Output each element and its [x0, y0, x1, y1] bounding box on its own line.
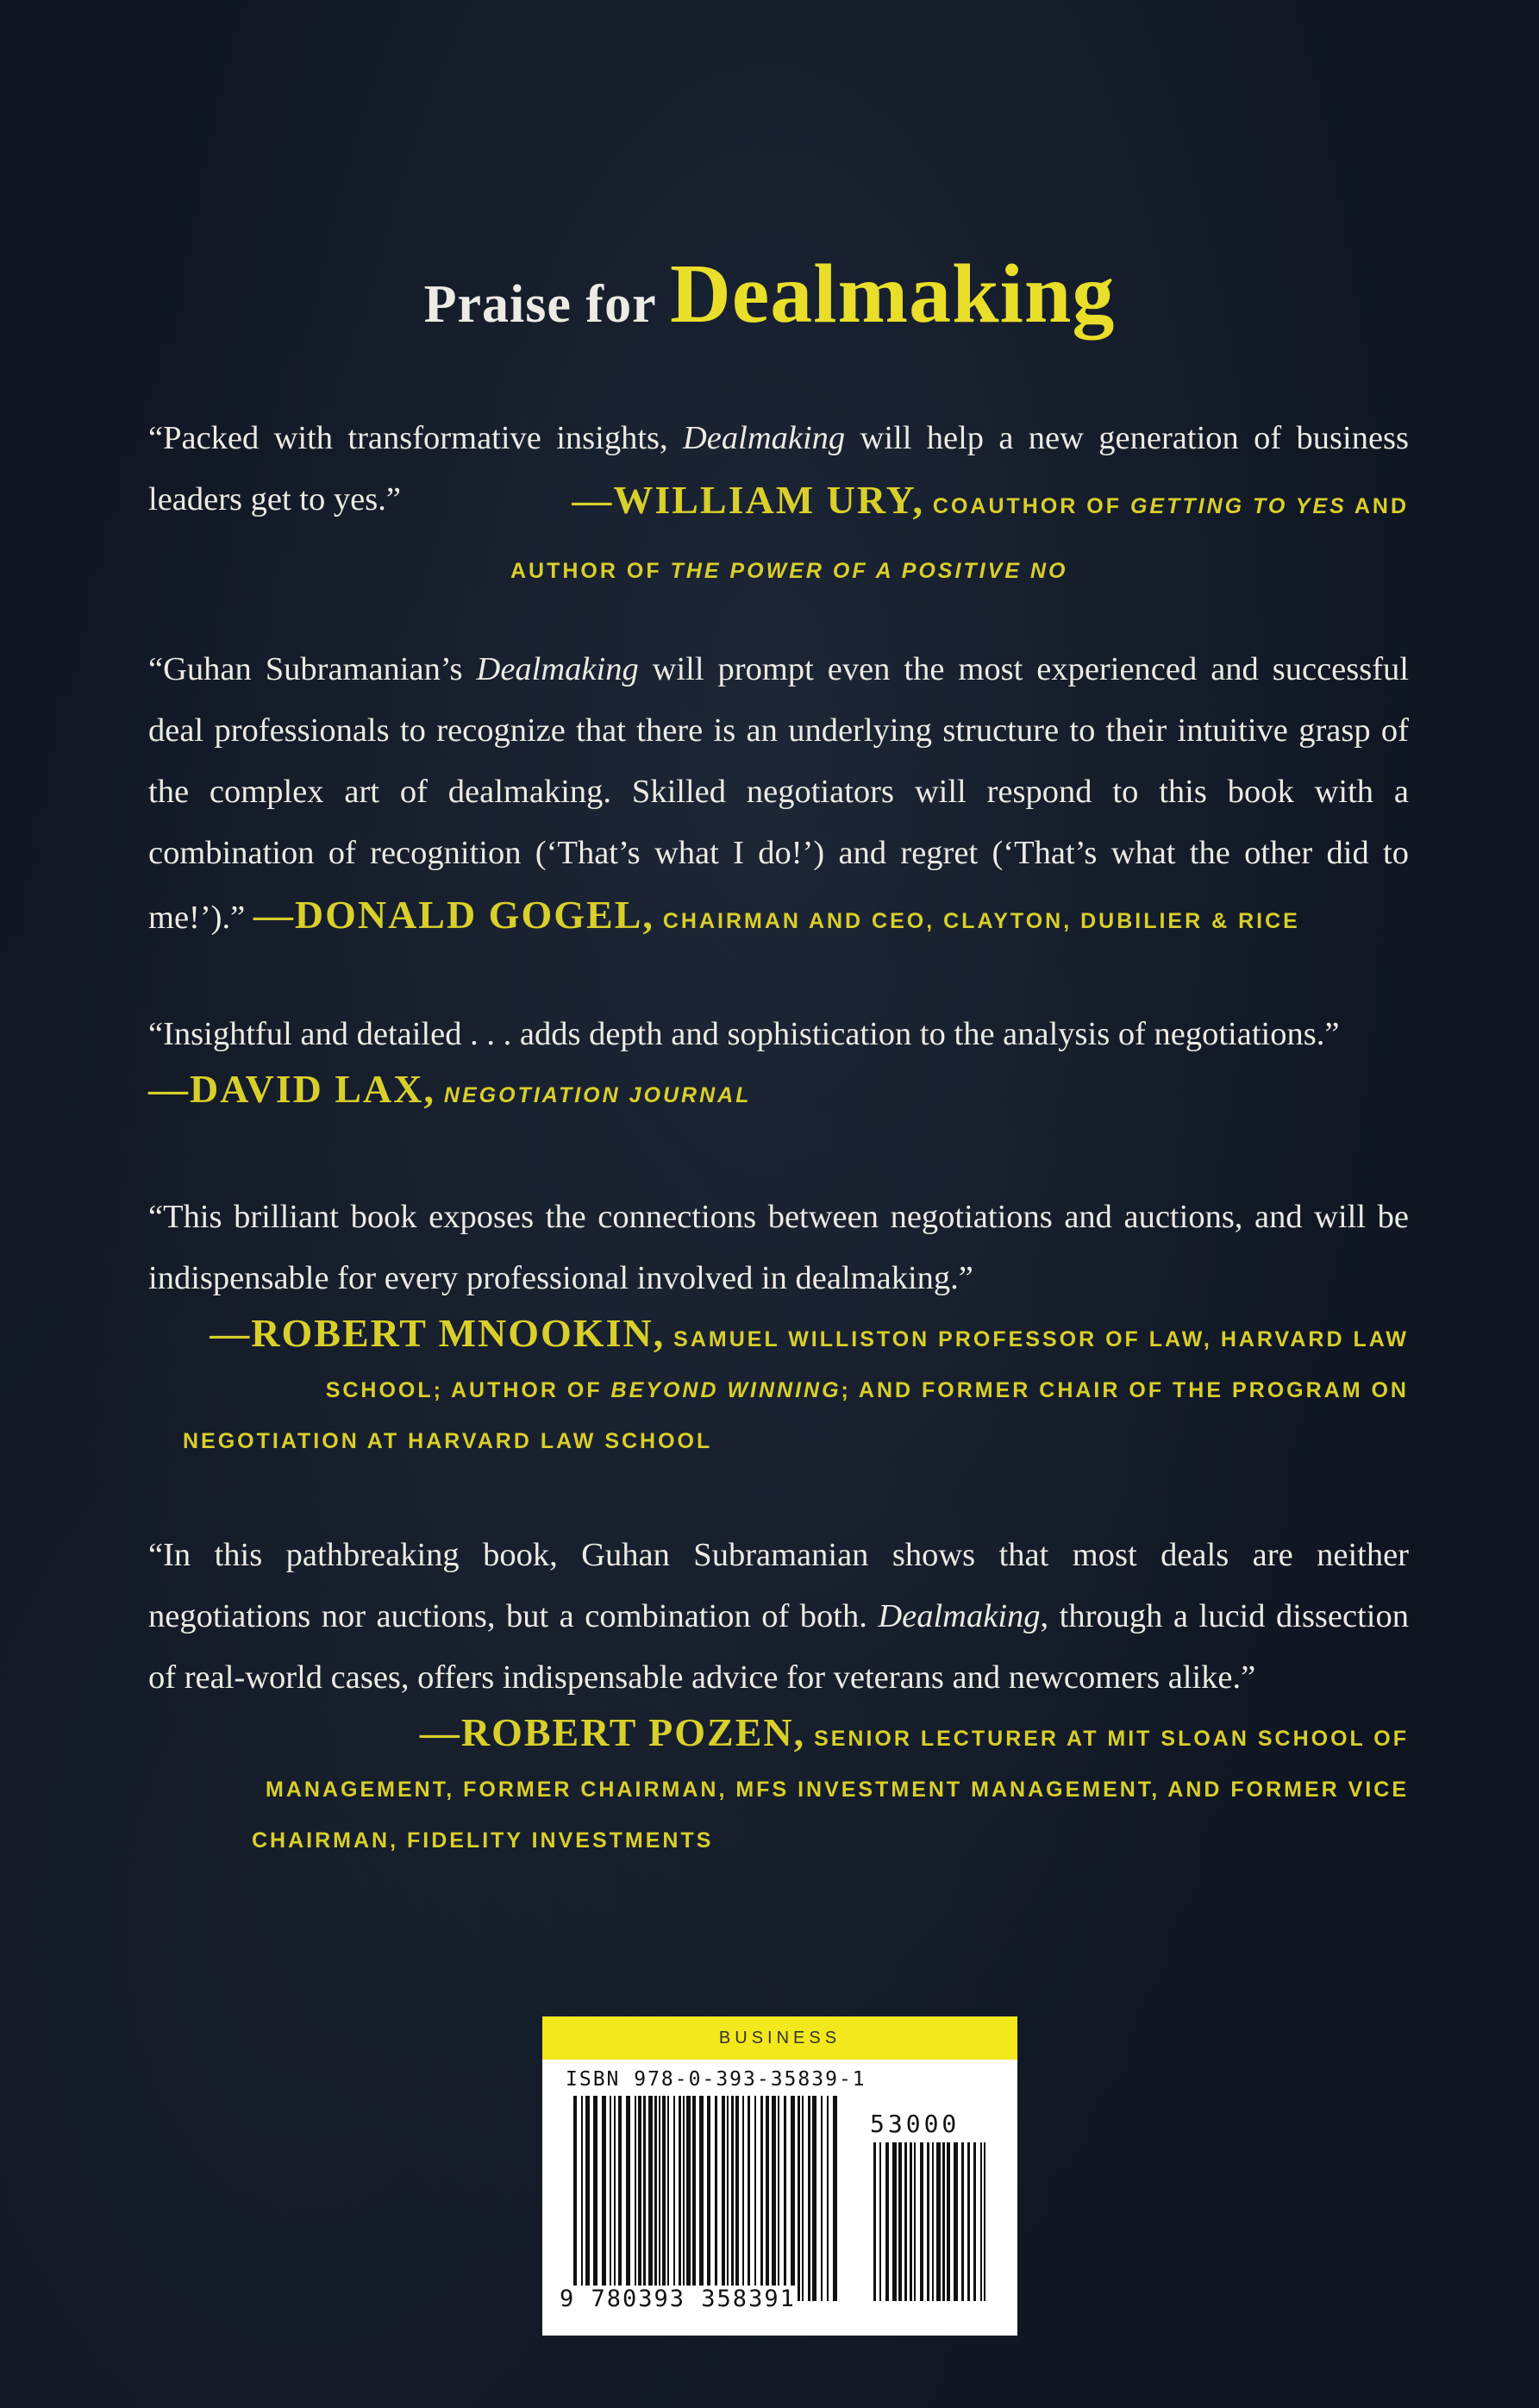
barcode-bar: [715, 2096, 717, 2301]
barcode-bar: [967, 2142, 970, 2301]
barcode-bar: [614, 2096, 616, 2301]
quote-attribution: [148, 1309, 1409, 1465]
barcode-bar: [778, 2096, 779, 2301]
barcode-bar: [904, 2142, 907, 2301]
barcode-bar: [662, 2096, 666, 2301]
barcode-bar: [643, 2096, 646, 2301]
barcode-label: [542, 2016, 1017, 2336]
barcode-bar: [618, 2096, 622, 2301]
barcode-bar: [727, 2096, 729, 2301]
barcode-bar: [602, 2096, 606, 2301]
quote-block: [148, 1525, 1409, 1865]
category-band: BUSINESS: [542, 2016, 1017, 2060]
quote-affiliation: COAUTHOR OF GETTING TO YES AND AUTHOR OF THE POWER OF A POSITIVE NO: [510, 494, 1409, 583]
barcode-bars-addon: [873, 2142, 985, 2301]
quote-text: “This brilliant book exposes the connections between negotiations and auctions, and will be indispensable for every professional involved in dealmaking.”: [148, 1199, 1409, 1296]
barcode-bar: [879, 2142, 881, 2301]
barcode-bar: [827, 2096, 829, 2301]
quote-text: “In this pathbreaking book, Guhan Subramanian shows that most deals are neither negotiations nor auctions, but a combination of both. Dealmaking, through a lucid dissection of real-world cases, offers indispensable advice for veterans and newcomers alike.”: [148, 1537, 1409, 1696]
barcode-bar: [973, 2142, 976, 2301]
quote-attribution: [148, 1065, 1409, 1119]
barcode-bar: [936, 2142, 941, 2301]
barcode-bar: [980, 2142, 982, 2301]
barcode-bar: [654, 2096, 657, 2301]
barcode-bar: [954, 2142, 958, 2301]
barcode-bar: [760, 2096, 763, 2301]
quote-affiliation: NEGOTIATION JOURNAL: [435, 1083, 752, 1107]
quote-text: “Packed with transformative insights, Dealmaking will help a new generation of business leaders get to yes.”: [148, 420, 1409, 517]
isbn-label: ISBN 978-0-393-35839-1: [566, 2068, 866, 2091]
barcode-bar: [784, 2096, 786, 2301]
barcode-bar: [731, 2096, 734, 2301]
quote-block: [148, 1004, 1409, 1119]
praise-heading: [0, 246, 1539, 342]
barcode-bar: [683, 2096, 685, 2301]
barcode-bar: [798, 2096, 800, 2301]
barcode-bar: [833, 2096, 837, 2301]
quote-author: —ROBERT POZEN,: [419, 1710, 806, 1754]
quote-block: [148, 408, 1409, 602]
quote-affiliation: SENIOR LECTURER AT MIT SLOAN SCHOOL OF MANAGEMENT, FORMER CHAIRMAN, MFS INVESTMENT MANAGEMENT, AND FORMER VICE CHAIRMAN, FIDELITY INVESTMENTS: [252, 1727, 1409, 1853]
barcode-bar: [638, 2096, 641, 2301]
barcode-bar: [947, 2142, 950, 2301]
barcode-bar: [812, 2096, 816, 2301]
barcode-bar: [626, 2096, 630, 2301]
barcode-bar: [722, 2096, 725, 2301]
barcode-bar: [885, 2142, 889, 2301]
quote-author: —DONALD GOGEL,: [253, 893, 654, 937]
barcode-bar: [892, 2142, 897, 2301]
barcode-bar: [610, 2096, 611, 2301]
barcode-bar: [802, 2096, 804, 2301]
barcode-bar: [927, 2142, 929, 2301]
barcode-bar: [910, 2142, 912, 2301]
barcode-bar: [573, 2096, 577, 2301]
quote-text: “Guhan Subramanian’s Dealmaking will prompt even the most experienced and successful deal professionals to recognize that there is an underlying structure to their intuitive grasp of the complex art of dealmaking. Skilled negotiators will respond to this book with a combination of recognition (‘That’s what I do!’) and regret (‘That’s what the other did to me!’).” —DONALD GOGEL, CHAIRMAN AND CEO, CLAYTON, DUBILIER & RICE: [148, 651, 1409, 937]
barcode-bar: [593, 2096, 597, 2301]
barcode-bar: [920, 2142, 923, 2301]
barcode-bar: [821, 2096, 823, 2301]
quote-author: —DAVID LAX,: [148, 1067, 435, 1111]
barcode-bar: [735, 2096, 739, 2301]
quote-block: [148, 1187, 1409, 1465]
barcode-bar: [648, 2096, 653, 2301]
barcode-bar: [659, 2096, 660, 2301]
barcode-bar: [808, 2096, 810, 2301]
barcode-bar: [961, 2142, 964, 2301]
barcode-bar: [873, 2142, 876, 2301]
price-code: 53000: [870, 2110, 960, 2138]
barcode-bar: [942, 2142, 945, 2301]
barcode-bar: [707, 2096, 710, 2301]
barcode-bar: [766, 2096, 769, 2301]
heading-book-title: Dealmaking: [669, 248, 1116, 341]
barcode-bar: [679, 2096, 681, 2301]
barcode-bar: [673, 2096, 675, 2301]
barcode-bar: [667, 2096, 669, 2301]
barcode-bar: [692, 2096, 696, 2301]
barcode-bar: [581, 2096, 583, 2301]
barcode-bar: [914, 2142, 916, 2301]
barcode-digits: 9 780393 358391: [560, 2286, 796, 2312]
quote-author: —ROBERT MNOOKIN,: [210, 1311, 666, 1355]
quote-affiliation: SAMUEL WILLISTON PROFESSOR OF LAW, HARVARD LAW SCHOOL; AUTHOR OF BEYOND WINNING; AND FORMER CHAIR OF THE PROGRAM ON NEGOTIATION AT HARVARD LAW SCHOOL: [183, 1327, 1409, 1453]
quote-block: [148, 639, 1409, 952]
barcode-bar: [754, 2096, 756, 2301]
barcode-bar: [984, 2142, 985, 2301]
barcode-bar: [791, 2096, 795, 2301]
quote-author: —WILLIAM URY,: [572, 478, 924, 522]
barcode-bar: [898, 2142, 902, 2301]
barcode-bar: [585, 2096, 590, 2301]
barcode-bar: [748, 2096, 750, 2301]
barcode-bar: [932, 2142, 934, 2301]
barcode-bar: [635, 2096, 636, 2301]
heading-prefix: Praise for: [423, 275, 670, 334]
quote-affiliation: CHAIRMAN AND CEO, CLAYTON, DUBILIER & RICE: [654, 909, 1300, 933]
barcode-bar: [742, 2096, 744, 2301]
barcode-bar: [699, 2096, 704, 2301]
quote-text: “Insightful and detailed . . . adds depth and sophistication to the analysis of negotiations.”: [148, 1016, 1340, 1052]
barcode-bar: [686, 2096, 691, 2301]
barcode-bars-main: [573, 2096, 837, 2301]
barcode-bar: [772, 2096, 776, 2301]
quote-attribution: [148, 1709, 1409, 1865]
